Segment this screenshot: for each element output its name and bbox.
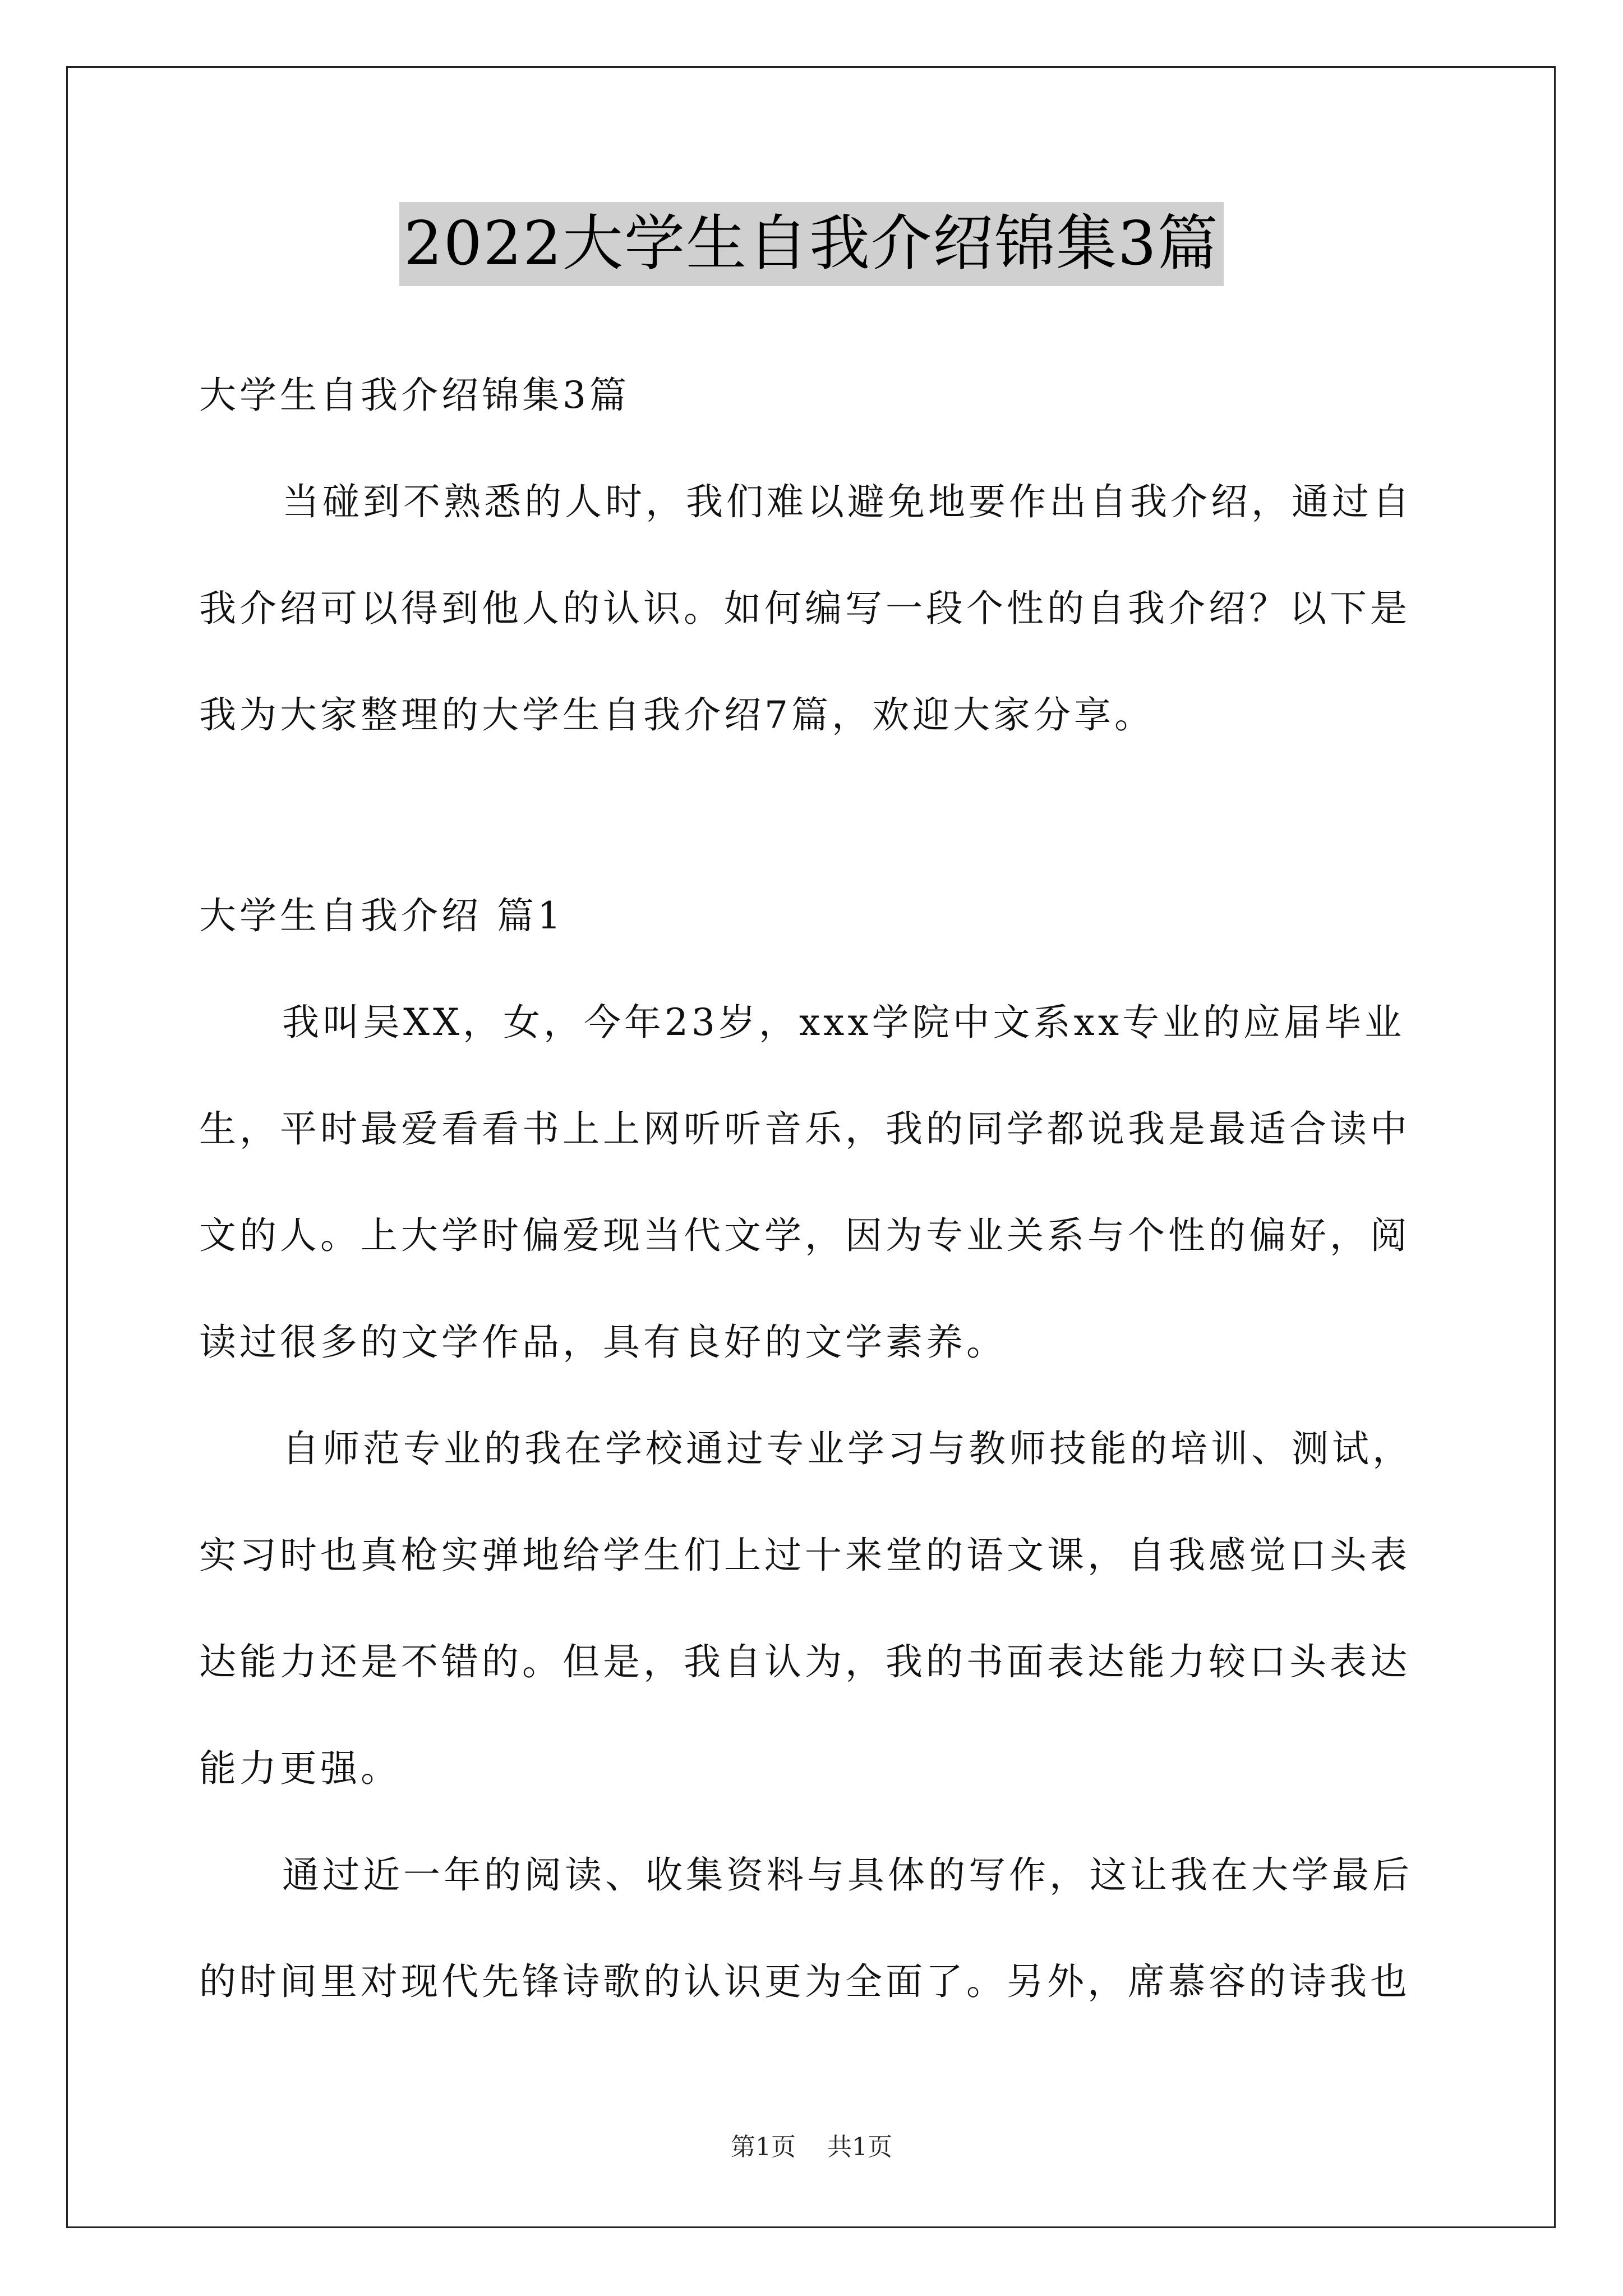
- page-number-total: 共1页: [827, 2133, 892, 2161]
- paragraph-line: 读过很多的文学作品，具有良好的文学素养。: [199, 1320, 1007, 1364]
- document-body: [199, 342, 1433, 2035]
- paragraph-line: 实习时也真枪实弹地给学生们上过十来堂的语文课，自我感觉口头表: [199, 1534, 1410, 1577]
- page-number-current: 第1页: [731, 2133, 796, 2161]
- paragraph-line: 文的人。上大学时偏爱现当代文学，因为专业关系与个性的偏好，阅: [199, 1214, 1410, 1257]
- paragraph-line: 生，平时最爱看看书上上网听听音乐，我的同学都说我是最适合读中: [199, 1107, 1410, 1151]
- document-title: 2022大学生自我介绍锦集3篇: [399, 202, 1224, 286]
- paragraph-line: 我叫吴XX，女，今年23岁，xxx学院中文系xx专业的应届毕业: [282, 1001, 1405, 1044]
- paragraph-line: 通过近一年的阅读、收集资料与具体的写作，这让我在大学最后: [282, 1853, 1413, 1897]
- paragraph-line: 的时间里对现代先锋诗歌的认识更为全面了。另外，席慕容的诗我也: [199, 1960, 1410, 2003]
- document-subtitle: 大学生自我介绍锦集3篇: [199, 374, 630, 417]
- intro-line: 当碰到不熟悉的人时，我们难以避免地要作出自我介绍，通过自: [282, 480, 1413, 523]
- section-spacer: [199, 769, 1433, 863]
- intro-line: 我介绍可以得到他人的认识。如何编写一段个性的自我介绍？以下是: [199, 587, 1410, 630]
- page-footer: [0, 2131, 1623, 2164]
- paragraph-line: 达能力还是不错的。但是，我自认为，我的书面表达能力较口头表达: [199, 1640, 1410, 1683]
- title-container: [0, 202, 1623, 286]
- intro-line: 我为大家整理的大学生自我介绍7篇，欢迎大家分享。: [199, 693, 1155, 737]
- paragraph-line: 自师范专业的我在学校通过专业学习与教师技能的培训、测试，: [282, 1427, 1413, 1470]
- section-heading: 大学生自我介绍 篇1: [199, 894, 564, 937]
- paragraph-line: 能力更强。: [199, 1747, 401, 1790]
